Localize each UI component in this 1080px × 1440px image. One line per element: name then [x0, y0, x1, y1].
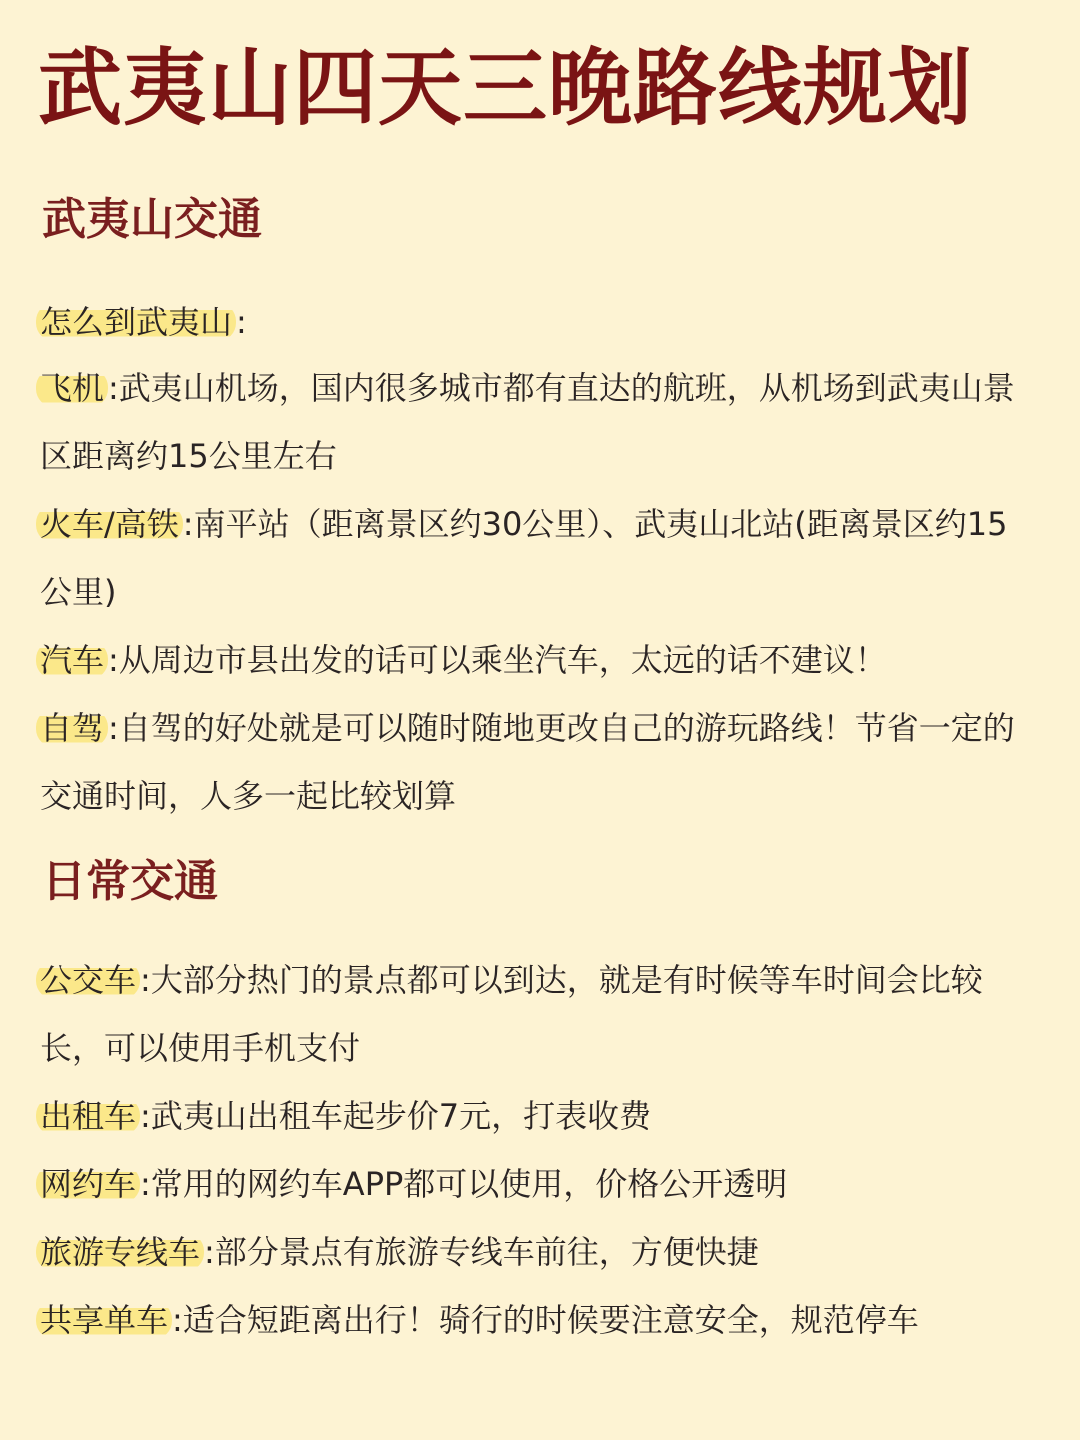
item-text: 武夷山机场，国内很多城市都有直达的航班，从机场到武夷山景区距离约15公里左右 — [40, 369, 1015, 475]
list-item-train — [40, 490, 1030, 626]
item-colon: : — [204, 1233, 215, 1271]
list-item-plane — [40, 354, 1030, 490]
item-text: 部分景点有旅游专线车前往，方便快捷 — [214, 1233, 759, 1271]
item-text: 武夷山出租车起步价7元，打表收费 — [150, 1097, 652, 1135]
item-text: 南平站（距离景区约30公里）、武夷山北站(距离景区约15公里) — [40, 505, 1008, 611]
item-text: 自驾的好处就是可以随时随地更改自己的游玩路线！节省一定的交通时间，人多一起比较划算 — [40, 709, 1015, 815]
item-label: 汽车 — [36, 641, 108, 679]
item-colon: : — [182, 505, 194, 543]
item-text: 适合短距离出行！骑行的时候要注意安全，规范停车 — [182, 1301, 919, 1339]
intro-suffix: : — [236, 303, 247, 341]
section-heading-arrival: 武夷山交通 — [42, 194, 262, 245]
item-label: 出租车 — [36, 1097, 140, 1135]
list-item-shared-bike — [40, 1286, 1030, 1354]
list-item-city-bus — [40, 946, 1030, 1082]
item-colon: : — [108, 709, 119, 747]
section-heading-local: 日常交通 — [42, 856, 218, 907]
intro-label: 怎么到武夷山 — [36, 303, 236, 341]
list-item-ride-hailing — [40, 1150, 1030, 1218]
item-text: 大部分热门的景点都可以到达，就是有时候等车时间会比较长，可以使用手机支付 — [40, 961, 983, 1067]
item-label: 网约车 — [36, 1165, 140, 1203]
list-item-bus — [40, 626, 1030, 694]
item-colon: : — [140, 1097, 151, 1135]
item-colon: : — [108, 641, 119, 679]
item-text: 常用的网约车APP都可以使用，价格公开透明 — [150, 1165, 788, 1203]
item-label: 共享单车 — [36, 1301, 172, 1339]
item-colon: : — [140, 1165, 151, 1203]
item-label: 飞机 — [36, 369, 108, 407]
list-item-tour-shuttle — [40, 1218, 1030, 1286]
item-label: 火车/高铁 — [36, 505, 183, 543]
item-label: 自驾 — [36, 709, 108, 747]
item-label: 公交车 — [36, 961, 140, 999]
item-label: 旅游专线车 — [36, 1233, 204, 1271]
item-colon: : — [140, 961, 151, 999]
page-title: 武夷山四天三晚路线规划 — [38, 39, 974, 137]
item-colon: : — [172, 1301, 183, 1339]
intro-line — [40, 288, 1030, 356]
item-text: 从周边市县出发的话可以乘坐汽车，太远的话不建议！ — [118, 641, 887, 679]
list-item-self-drive — [40, 694, 1030, 830]
item-colon: : — [108, 369, 119, 407]
list-item-taxi — [40, 1082, 1030, 1150]
